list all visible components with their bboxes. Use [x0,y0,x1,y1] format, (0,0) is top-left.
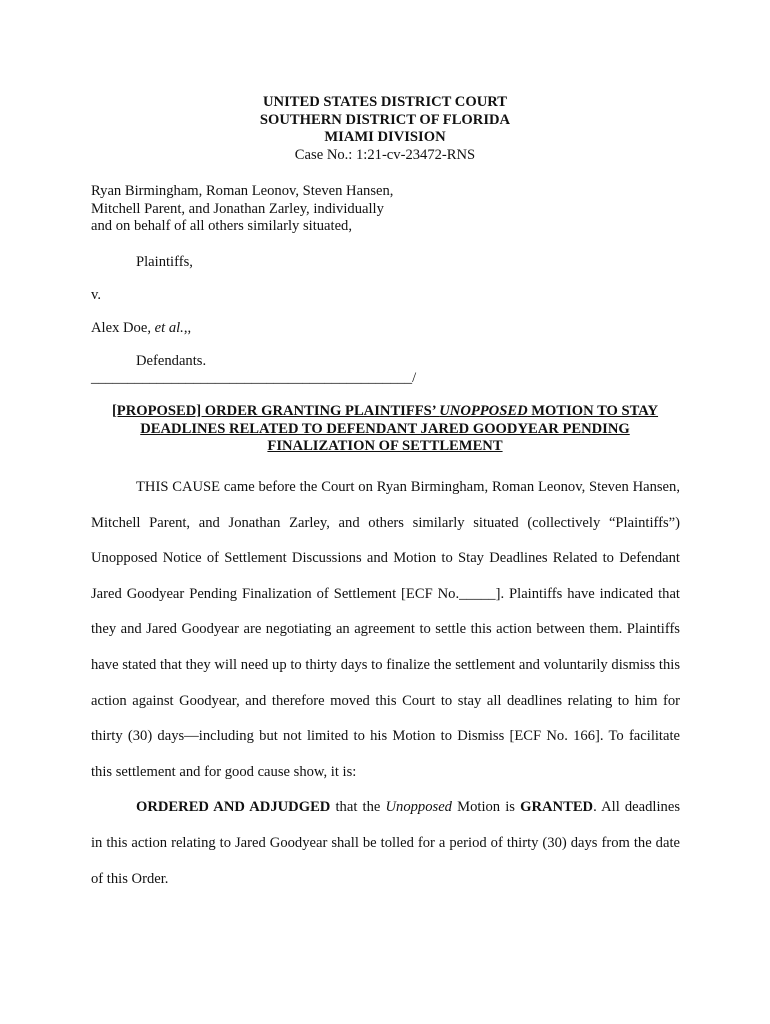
versus: v. [91,287,101,303]
caption-rule: ____________________________________________/ [91,370,417,386]
court-district: SOUTHERN DISTRICT OF FLORIDA [259,111,511,128]
ordering-paragraph [91,790,680,897]
body-unopposed: Unopposed [385,799,452,816]
granted: GRANTED [520,799,594,816]
plaintiffs-label: Plaintiffs, [136,254,193,270]
order-title-line: FINALIZATION OF SETTLEMENT [267,438,503,454]
order-body [91,470,680,897]
body-text: that the [330,799,386,816]
court-caption [0,94,770,164]
defendant-line [91,319,191,337]
title-unopposed: UNOPPOSED [439,403,528,419]
title-text: [PROPOSED] ORDER GRANTING PLAINTIFFS’ [111,403,440,419]
defendant-etal: et al. [154,320,184,336]
order-title-line [0,403,770,421]
defendant-suffix: ,, [183,320,192,336]
defendant-name: Alex Doe, [91,320,155,336]
plaintiffs-line: Mitchell Parent, and Jonathan Zarley, individually [91,200,384,217]
order-title-line: DEADLINES RELATED TO DEFENDANT JARED GOODYEAR PENDING [140,420,630,437]
title-text: MOTION TO STAY [527,403,659,419]
body-text: Motion is [451,799,521,816]
plaintiffs-block [91,183,691,236]
court-division: MIAMI DIVISION [324,129,446,145]
ordered-adjudged: ORDERED AND ADJUDGED [136,799,331,816]
order-title [0,403,770,456]
court-name: UNITED STATES DISTRICT COURT [262,94,507,110]
plaintiffs-line: Ryan Birmingham, Roman Leonov, Steven Hansen, [91,183,394,199]
defendants-label: Defendants. [136,353,207,369]
body-paragraph: THIS CAUSE came before the Court on Ryan Birmingham, Roman Leonov, Steven Hansen, Mitchell Parent, and Jonathan Zarley, and others similarly situated (collectively “Plaintiffs”) Unopposed Notice of Settlement Discussions and Motion to Stay Deadlines Related to Defendant Jared Goodyear Pending Finalization of Settlement [ECF No._____]. Plaintiffs have indicated that they and Jared Goodyear are negotiating an agreement to settle this action between them. Plaintiffs have stated that they will need up to thirty days to finalize the settlement and voluntarily dismiss this action against Goodyear, and therefore moved this Court to stay all deadlines relating to him for thirty (30) days—including but not limited to his Motion to Dismiss [ECF No. 166]. To facilitate this settlement and for good cause show, it is: [91,479,680,780]
case-number: Case No.: 1:21-cv-23472-RNS [294,146,476,163]
body-text: . All deadlines in this action relating to Jared Goodyear shall be tolled for a period of thirty (30) days from the date of this Order. [91,799,680,887]
plaintiffs-line: and on behalf of all others similarly situated, [91,218,352,234]
